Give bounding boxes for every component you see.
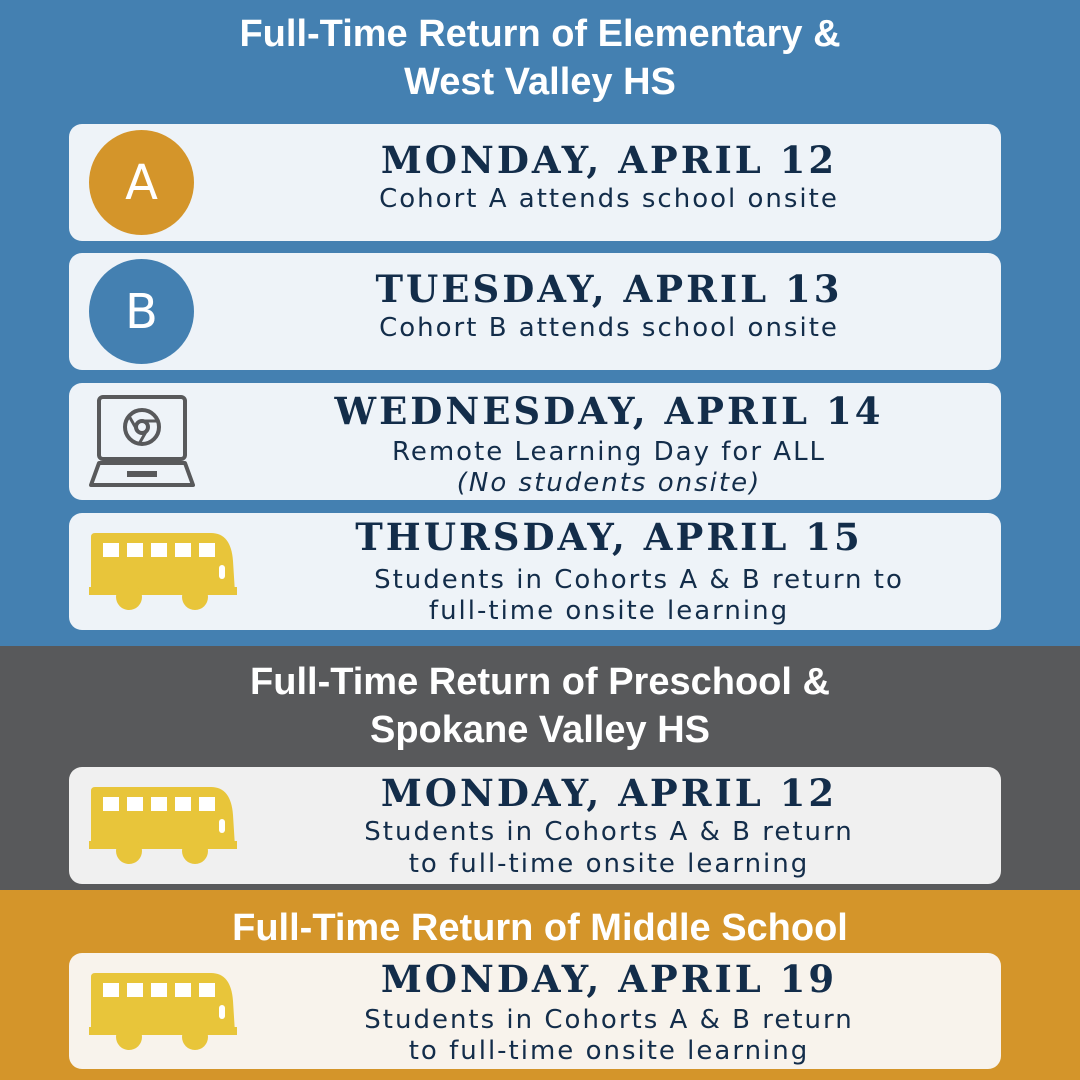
section-heading	[0, 10, 1080, 106]
card-description: to full-time onsite learning	[408, 849, 810, 879]
card-date: MONDAY, APRIL 19	[380, 957, 838, 1001]
section-heading: Full-Time Return of Middle School	[232, 907, 848, 949]
card-description: to full-time onsite learning	[408, 1036, 810, 1066]
card-description: Students in Cohorts A & B return	[364, 817, 854, 847]
schedule-card	[69, 767, 1001, 884]
card-note: (No students onsite)	[456, 468, 762, 498]
laptop-icon	[89, 393, 195, 491]
card-date: MONDAY, APRIL 12	[380, 138, 838, 182]
preschool-section	[0, 646, 1080, 890]
heading-line: Full-Time Return of Preschool &	[250, 661, 830, 703]
schedule-card	[69, 124, 1001, 241]
middle-school-section	[0, 890, 1080, 1080]
card-date: WEDNESDAY, APRIL 14	[334, 389, 884, 433]
card-description: Cohort B attends school onsite	[379, 313, 839, 343]
school-bus-icon	[89, 785, 237, 865]
cohort-a-badge: A	[89, 130, 194, 235]
card-description: full-time onsite learning	[428, 596, 790, 626]
school-bus-icon	[89, 971, 237, 1051]
schedule-card	[69, 253, 1001, 370]
card-description: Students in Cohorts A & B return to	[374, 565, 904, 595]
schedule-card	[69, 513, 1001, 630]
card-date: TUESDAY, APRIL 13	[375, 267, 843, 311]
card-description: Cohort A attends school onsite	[379, 184, 839, 214]
heading-line: Full-Time Return of Elementary &	[239, 13, 841, 55]
heading-line: West Valley HS	[404, 61, 676, 103]
section-heading	[0, 658, 1080, 754]
cohort-b-badge: B	[89, 259, 194, 364]
heading-line: Spokane Valley HS	[369, 709, 711, 751]
card-description: Remote Learning Day for ALL	[391, 437, 827, 467]
schedule-card	[69, 383, 1001, 500]
card-date: THURSDAY, APRIL 15	[355, 515, 863, 559]
card-description: Students in Cohorts A & B return	[364, 1005, 854, 1035]
card-date: MONDAY, APRIL 12	[380, 771, 838, 815]
schedule-card	[69, 953, 1001, 1069]
school-bus-icon	[89, 531, 237, 611]
